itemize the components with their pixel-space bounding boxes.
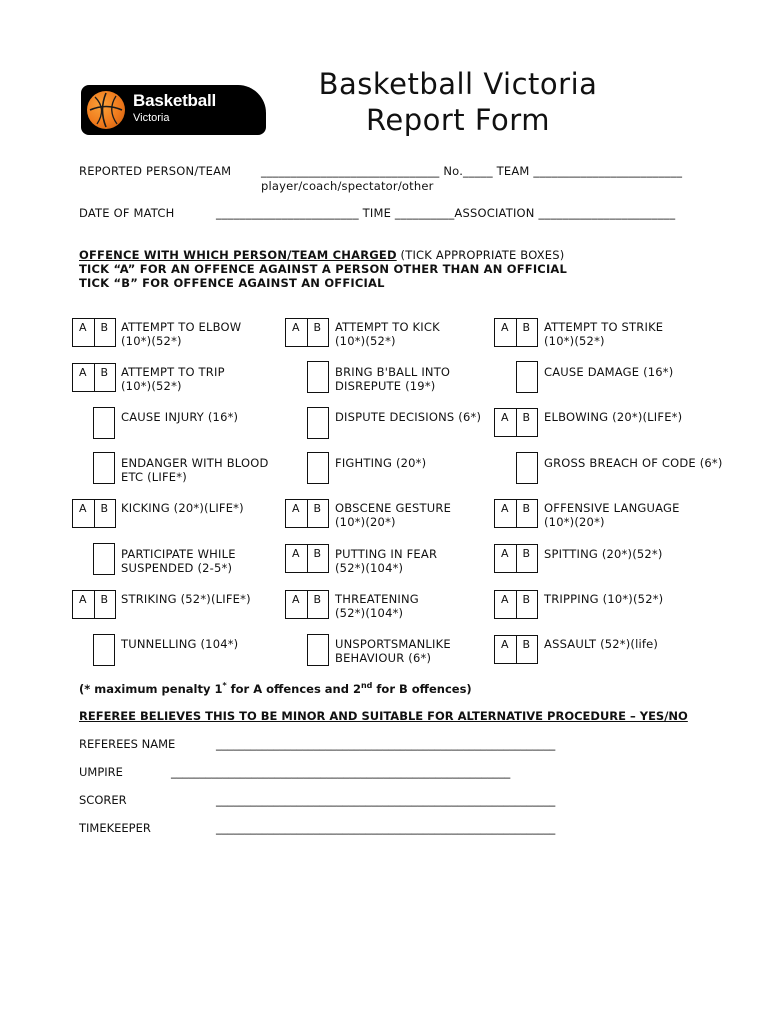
box-b[interactable]: B	[100, 366, 109, 379]
box-b[interactable]: B	[100, 321, 109, 334]
tick-box[interactable]	[93, 407, 115, 439]
box-a[interactable]: A	[495, 409, 517, 436]
timekeeper-label: TIMEKEEPER	[79, 821, 151, 835]
tick-box[interactable]	[307, 634, 329, 666]
offence-header-instruction: (TICK APPROPRIATE BOXES)	[396, 248, 565, 262]
box-b[interactable]: B	[313, 593, 322, 606]
offence-fighting: FIGHTING (20*)	[335, 456, 427, 470]
offence-attempt-to-kick: ATTEMPT TO KICK (10*)(52*)	[335, 320, 440, 348]
referee-alternative-procedure: REFEREE BELIEVES THIS TO BE MINOR AND SUITABLE FOR ALTERNATIVE PROCEDURE – YES/NO	[79, 709, 688, 723]
box-a[interactable]: A	[73, 319, 95, 346]
ab-checkbox[interactable]	[285, 318, 329, 347]
box-b[interactable]: B	[522, 638, 531, 651]
logo-line-1: Basketball	[133, 91, 217, 110]
ab-checkbox[interactable]	[72, 363, 116, 392]
offence-tripping: TRIPPING (10*)(52*)	[544, 592, 664, 606]
box-a[interactable]: A	[286, 545, 308, 572]
title-line-1: Basketball Victoria	[318, 67, 598, 101]
ab-checkbox[interactable]	[285, 590, 329, 619]
offence-header-line-1	[79, 248, 564, 262]
box-a[interactable]: A	[286, 500, 308, 527]
tick-box[interactable]	[93, 543, 115, 575]
tick-box[interactable]	[307, 361, 329, 393]
tick-box[interactable]	[516, 361, 538, 393]
ab-checkbox[interactable]	[494, 408, 538, 437]
title-line-2: Report Form	[366, 103, 550, 137]
offence-tunnelling: TUNNELLING (104*)	[121, 637, 239, 651]
offence-obscene-gesture: OBSCENE GESTURE (10*)(20*)	[335, 501, 452, 529]
offence-gross-breach-of-code: GROSS BREACH OF CODE (6*)	[544, 456, 723, 470]
ab-checkbox[interactable]	[494, 544, 538, 573]
tick-box[interactable]	[516, 452, 538, 484]
penalty-note	[79, 681, 472, 696]
offence-dispute-decisions: DISPUTE DECISIONS (6*)	[335, 410, 482, 424]
box-a[interactable]: A	[495, 636, 517, 663]
referees-name-field[interactable]: ___________________________________________________________	[216, 737, 556, 751]
box-a[interactable]: A	[73, 500, 95, 527]
box-b[interactable]: B	[100, 593, 109, 606]
box-b[interactable]: B	[313, 547, 322, 560]
scorer-label: SCORER	[79, 793, 127, 807]
offence-striking: STRIKING (52*)(LIFE*)	[121, 592, 251, 606]
box-b[interactable]: B	[100, 502, 109, 515]
ab-checkbox[interactable]	[72, 590, 116, 619]
page-title	[300, 66, 616, 138]
box-b[interactable]: B	[522, 593, 531, 606]
box-b[interactable]: B	[522, 502, 531, 515]
timekeeper-field[interactable]: ___________________________________________________________	[216, 821, 556, 835]
box-b[interactable]: B	[522, 547, 531, 560]
offence-cause-damage: CAUSE DAMAGE (16*)	[544, 365, 674, 379]
date-time-association-field[interactable]: ________________________ TIME __________ASSOCIATION _______________________	[216, 206, 676, 220]
tick-box[interactable]	[93, 634, 115, 666]
offence-offensive-language: OFFENSIVE LANGUAGE (10*)(20*)	[544, 501, 680, 529]
offence-putting-in-fear: PUTTING IN FEAR (52*)(104*)	[335, 547, 438, 575]
box-b[interactable]: B	[522, 411, 531, 424]
ab-checkbox[interactable]	[72, 499, 116, 528]
box-a[interactable]: A	[495, 500, 517, 527]
logo-line-2: Victoria	[133, 112, 170, 124]
offence-elbowing: ELBOWING (20*)(LIFE*)	[544, 410, 683, 424]
referees-name-label: REFEREES NAME	[79, 737, 176, 751]
box-a[interactable]: A	[286, 591, 308, 618]
reported-person-field[interactable]: ______________________________ No._____ TEAM _________________________	[261, 164, 683, 178]
penalty-sup-1: *	[222, 681, 227, 690]
basketball-victoria-logo	[81, 85, 266, 135]
scorer-field[interactable]: ___________________________________________________________	[216, 793, 556, 807]
tick-box[interactable]	[93, 452, 115, 484]
offence-assault: ASSAULT (52*)(life)	[544, 637, 659, 651]
offence-header-line-2: TICK “A” FOR AN OFFENCE AGAINST A PERSON OTHER THAN AN OFFICIAL	[79, 262, 568, 276]
box-a[interactable]: A	[286, 319, 308, 346]
reported-person-label: REPORTED PERSON/TEAM	[79, 164, 232, 178]
umpire-label: UMPIRE	[79, 765, 123, 779]
offence-attempt-to-elbow: ATTEMPT TO ELBOW (10*)(52*)	[121, 320, 242, 348]
ab-checkbox[interactable]	[285, 499, 329, 528]
box-a[interactable]: A	[73, 364, 95, 391]
offence-cause-injury: CAUSE INJURY (16*)	[121, 410, 239, 424]
box-a[interactable]: A	[73, 591, 95, 618]
umpire-field[interactable]: ___________________________________________________________	[171, 765, 511, 779]
offence-bring-bball-into-disrepute: BRING B'BALL INTO DISREPUTE (19*)	[335, 365, 451, 393]
offence-header-line-3: TICK “B” FOR OFFENCE AGAINST AN OFFICIAL	[79, 276, 385, 290]
tick-box[interactable]	[307, 407, 329, 439]
box-a[interactable]: A	[495, 545, 517, 572]
penalty-text-c: for B offences)	[372, 681, 472, 696]
offence-threatening: THREATENING (52*)(104*)	[335, 592, 419, 620]
offence-attempt-to-strike: ATTEMPT TO STRIKE (10*)(52*)	[544, 320, 664, 348]
date-of-match-label: DATE OF MATCH	[79, 206, 175, 220]
offence-attempt-to-trip: ATTEMPT TO TRIP (10*)(52*)	[121, 365, 225, 393]
ab-checkbox[interactable]	[494, 590, 538, 619]
ab-checkbox[interactable]	[494, 318, 538, 347]
box-a[interactable]: A	[495, 319, 517, 346]
reported-person-hint: player/coach/spectator/other	[261, 179, 434, 193]
box-b[interactable]: B	[313, 502, 322, 515]
ab-checkbox[interactable]	[494, 635, 538, 664]
offence-spitting: SPITTING (20*)(52*)	[544, 547, 663, 561]
box-b[interactable]: B	[522, 321, 531, 334]
penalty-text-a: (* maximum penalty 1	[79, 681, 223, 696]
offence-endanger-with-blood: ENDANGER WITH BLOOD ETC (LIFE*)	[121, 456, 269, 484]
ab-checkbox[interactable]	[285, 544, 329, 573]
box-a[interactable]: A	[495, 591, 517, 618]
box-b[interactable]: B	[313, 321, 322, 334]
basketball-icon	[87, 91, 125, 129]
penalty-sup-2: nd	[360, 681, 373, 690]
ab-checkbox[interactable]	[494, 499, 538, 528]
offence-participate-while-suspended: PARTICIPATE WHILE SUSPENDED (2-5*)	[121, 547, 236, 575]
tick-box[interactable]	[307, 452, 329, 484]
offence-kicking: KICKING (20*)(LIFE*)	[121, 501, 244, 515]
penalty-text-b: for A offences and 2	[226, 681, 361, 696]
offence-unsportsmanlike-behaviour: UNSPORTSMANLIKE BEHAVIOUR (6*)	[335, 637, 451, 665]
ab-checkbox[interactable]	[72, 318, 116, 347]
offence-header-title: OFFENCE WITH WHICH PERSON/TEAM CHARGED	[79, 248, 397, 262]
